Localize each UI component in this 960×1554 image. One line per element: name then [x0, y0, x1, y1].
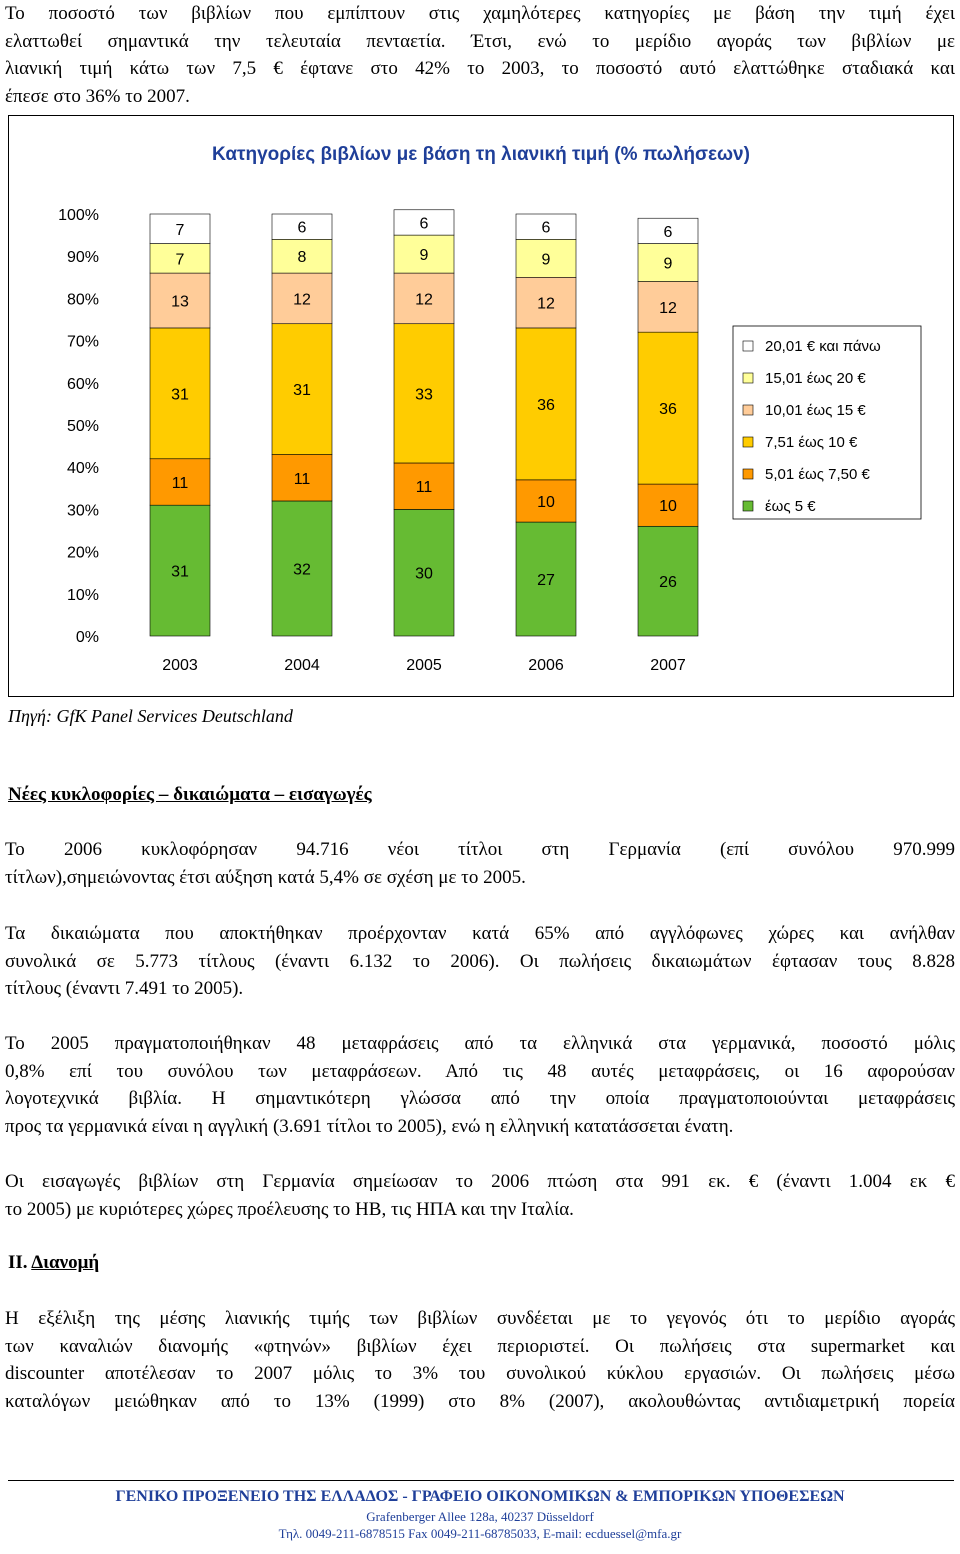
bar-data-label: 12	[293, 291, 311, 309]
bar-data-label: 6	[297, 219, 307, 237]
text-line: Το 2006 κυκλοφόρησαν 94.716 νέοι τίτλοι στη Γερμανία (επί συνόλου 970.999	[5, 839, 955, 860]
y-tick-label: 40%	[66, 460, 99, 478]
paragraph-new-titles	[5, 836, 955, 891]
text-line: Η εξέλιξη της μέσης λιανικής τιμής των βιβλίων συνδέεται με το γεγονός ότι το μερίδιο αγοράς	[5, 1308, 955, 1329]
footer-contact: Τηλ. 0049-211-6878515 Fax 0049-211-68785033, E-mail: ecduessel@mfa.gr	[278, 1526, 682, 1541]
text-line: ελαττωθεί σημαντικά την τελευταία πενταετία. Έτσι, ενώ το μερίδιο αγοράς των βιβλίων με	[5, 30, 955, 52]
chart-title: Κατηγορίες βιβλίων με βάση τη λιανική τιμή (% πωλήσεων)	[212, 144, 750, 165]
text-line: Το ποσοστό των βιβλίων που εμπίπτουν στις χαμηλότερες κατηγορίες με βάση την τιμή έχει	[5, 3, 955, 24]
section-heading-text: Διανομή	[31, 1252, 100, 1273]
text-line: συνολικά σε 5.773 τίτλους (έναντι 6.132 το 2006). Οι πωλήσεις δικαιωμάτων έφτασαν τους 8.828	[5, 950, 955, 972]
legend-label: 7,51 έως 10 €	[765, 434, 858, 451]
y-tick-label: 10%	[66, 586, 99, 604]
bar-data-label: 8	[297, 249, 307, 267]
x-tick-label: 2007	[650, 657, 686, 674]
legend-swatch	[743, 469, 753, 479]
bar-data-label: 7	[175, 221, 185, 239]
footer-divider	[8, 1480, 954, 1481]
bar-data-label: 11	[415, 479, 433, 497]
legend-swatch	[743, 341, 753, 351]
section-heading-distribution	[8, 1252, 99, 1274]
legend-label: 10,01 έως 15 €	[765, 402, 866, 419]
paragraph-rights	[5, 920, 955, 1003]
y-tick-label: 70%	[66, 333, 99, 351]
footer-organization: ΓΕΝΙΚΟ ΠΡΟΞΕΝΕΙΟ ΤΗΣ ΕΛΛΑΔΟΣ - ΓΡΑΦΕΙΟ ΟΙΚΟΝΟΜΙΚΩΝ & ΕΜΠΟΡΙΚΩΝ ΥΠΟΘΕΣΕΩΝ	[115, 1488, 845, 1505]
bar-data-label: 7	[175, 251, 185, 269]
bar-data-label: 11	[293, 470, 311, 488]
y-tick-label: 80%	[66, 291, 99, 309]
section-heading-text: Νέες κυκλοφορίες – δικαιώματα – εισαγωγές	[8, 784, 372, 805]
bar-data-label: 9	[419, 247, 429, 265]
bar-data-label: 31	[293, 382, 311, 400]
section-number: ΙΙ.	[8, 1252, 28, 1273]
x-tick-label: 2006	[528, 657, 564, 674]
chart-source: Πηγή: GfK Panel Services Deutschland	[8, 706, 293, 726]
text-line: λογοτεχνικά βιβλία. Η σημαντικότερη γλώσσα από την οποία πραγματοποιούνται μεταφράσεις	[5, 1088, 955, 1109]
bar-data-label: 12	[415, 291, 433, 309]
bar-data-label: 12	[659, 299, 677, 317]
text-line: Τα δικαιώματα που αποκτήθηκαν προέρχονταν κατά 65% από αγγλόφωνες χώρες και ανήλθαν	[5, 923, 955, 944]
price-category-chart	[8, 115, 954, 697]
text-line: τίτλους (έναντι 7.491 το 2005).	[5, 978, 244, 999]
intro-paragraph	[5, 0, 955, 110]
text-line: των καναλιών διανομής «φτηνών» βιβλίων έχει περιοριστεί. Οι πωλήσεις στα supermarket και	[5, 1335, 955, 1357]
legend-label: 15,01 έως 20 €	[765, 370, 866, 387]
page-footer	[0, 1486, 960, 1542]
text-line: discounter αποτέλεσαν το 2007 μόλις το 3% του συνολικού κύκλου εργασιών. Οι πωλήσεις μέσω	[5, 1363, 955, 1384]
bar-data-label: 30	[415, 565, 433, 583]
legend-label: έως 5 €	[765, 498, 816, 515]
legend-swatch	[743, 501, 753, 511]
bar-data-label: 9	[541, 251, 551, 269]
bar-data-label: 31	[171, 386, 189, 404]
bar-data-label: 27	[537, 572, 555, 590]
bar-data-label: 6	[663, 223, 673, 241]
text-line: καταλόγων μειώθηκαν από το 13% (1999) στο 8% (2007), ακολουθώντας αντιδιαμετρική πορεία	[5, 1390, 955, 1412]
bar-data-label: 36	[659, 401, 677, 419]
x-tick-label: 2005	[406, 657, 442, 674]
bar-data-label: 10	[659, 498, 677, 516]
x-tick-label: 2004	[284, 657, 320, 674]
text-line: 0,8% επί του συνόλου των μεταφράσεων. Από τις 48 αυτές μεταφράσεις, οι 16 αφορούσαν	[5, 1060, 955, 1082]
x-tick-label: 2003	[162, 657, 198, 674]
bar-data-label: 10	[537, 493, 555, 511]
paragraph-translations	[5, 1030, 955, 1140]
text-line: προς τα γερμανικά είναι η αγγλική (3.691 τίτλοι το 2005), ενώ η ελληνική κατατάσσεται ένατη.	[5, 1115, 734, 1137]
section-heading-releases	[8, 784, 372, 806]
y-tick-label: 90%	[66, 249, 99, 267]
bar-data-label: 6	[419, 215, 429, 233]
y-tick-label: 30%	[66, 502, 99, 520]
y-tick-label: 50%	[66, 418, 99, 435]
text-line: έπεσε στο 36% το 2007.	[5, 85, 190, 107]
bar-data-label: 26	[659, 574, 677, 592]
bar-data-label: 11	[171, 474, 189, 492]
bar-data-label: 6	[541, 219, 551, 237]
bar-data-label: 31	[171, 563, 189, 581]
legend-label: 20,01 € και πάνω	[765, 338, 881, 355]
text-line: λιανική τιμή κάτω των 7,5 € έφτανε στο 42% το 2003, το ποσοστό αυτό ελαττώθηκε σταδιακά και	[5, 58, 955, 79]
paragraph-distribution	[5, 1305, 955, 1415]
y-tick-label: 100%	[58, 207, 99, 224]
paragraph-imports	[5, 1168, 955, 1223]
text-line: τίτλων),σημειώνοντας έτσι αύξηση κατά 5,4% σε σχέση με το 2005.	[5, 866, 526, 888]
bar-data-label: 32	[293, 561, 311, 579]
y-tick-label: 20%	[66, 544, 99, 562]
text-line: το 2005) με κυριότερες χώρες προέλευσης το ΗΒ, τις ΗΠΑ και την Ιταλία.	[5, 1198, 574, 1220]
legend-label: 5,01 έως 7,50 €	[765, 466, 870, 483]
legend-swatch	[743, 405, 753, 415]
y-tick-label: 60%	[66, 375, 99, 393]
text-line: Οι εισαγωγές βιβλίων στη Γερμανία σημείωσαν το 2006 πτώση στα 991 εκ. € (έναντι 1.004 εκ €	[5, 1171, 955, 1192]
bar-data-label: 33	[415, 386, 433, 404]
bar-data-label: 9	[663, 255, 673, 273]
chart-canvas	[9, 116, 953, 696]
footer-address: Grafenberger Allee 128a, 40237 Düsseldorf	[366, 1509, 594, 1524]
text-line: Το 2005 πραγματοποιήθηκαν 48 μεταφράσεις από τα ελληνικά στα γερμανικά, ποσοστό μόλις	[5, 1033, 955, 1054]
legend-swatch	[743, 373, 753, 383]
y-tick-label: 0%	[75, 629, 99, 646]
bar-data-label: 12	[537, 295, 555, 313]
bar-data-label: 36	[537, 396, 555, 414]
bar-data-label: 13	[171, 293, 189, 311]
legend-swatch	[743, 437, 753, 447]
